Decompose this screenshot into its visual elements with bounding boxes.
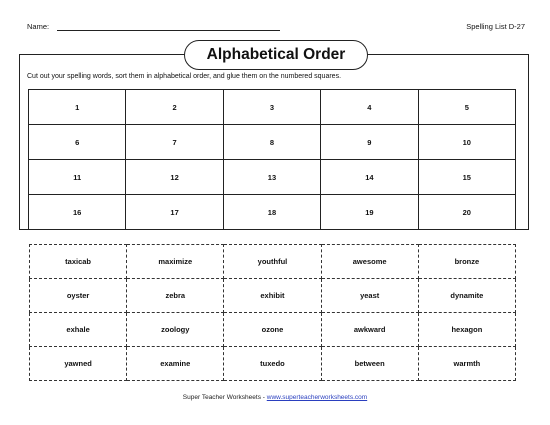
number-square: 3: [223, 90, 320, 125]
number-square: 6: [29, 125, 126, 160]
instructions: Cut out your spelling words, sort them in alphabetical order, and glue them on the numbered squares.: [27, 73, 342, 80]
word-cutout: awesome: [321, 245, 418, 279]
number-square: 13: [223, 160, 320, 195]
number-square: 9: [321, 125, 418, 160]
number-square: 11: [29, 160, 126, 195]
word-cutout: warmth: [418, 347, 515, 381]
number-row: [29, 195, 516, 230]
word-cutout: yawned: [30, 347, 127, 381]
word-cutout: tuxedo: [224, 347, 321, 381]
number-square: 2: [126, 90, 223, 125]
name-label: Name:: [27, 22, 50, 31]
worksheet-header: [27, 22, 525, 36]
word-cutout: oyster: [30, 279, 127, 313]
word-cutout: hexagon: [418, 313, 515, 347]
spelling-list-id: Spelling List D-27: [466, 22, 525, 31]
word-row: [30, 313, 516, 347]
word-cutout: maximize: [127, 245, 224, 279]
word-cutout: awkward: [321, 313, 418, 347]
footer-link[interactable]: www.superteacherworksheets.com: [266, 394, 368, 401]
numbered-squares-grid: [28, 89, 516, 230]
name-field-line[interactable]: [57, 30, 280, 31]
word-cutout: examine: [127, 347, 224, 381]
word-cutout: exhale: [30, 313, 127, 347]
footer-text: Super Teacher Worksheets -: [182, 394, 267, 401]
number-square: 12: [126, 160, 223, 195]
number-square: 15: [418, 160, 515, 195]
word-row: [30, 347, 516, 381]
number-square: 19: [321, 195, 418, 230]
number-square: 5: [418, 90, 515, 125]
word-cutout: yeast: [321, 279, 418, 313]
word-row: [30, 245, 516, 279]
number-square: 16: [29, 195, 126, 230]
word-cutout: exhibit: [224, 279, 321, 313]
word-cutout: zebra: [127, 279, 224, 313]
word-cutout: between: [321, 347, 418, 381]
word-cutout: zoology: [127, 313, 224, 347]
number-row: [29, 90, 516, 125]
number-square: 10: [418, 125, 515, 160]
number-square: 4: [321, 90, 418, 125]
number-square: 14: [321, 160, 418, 195]
word-cutout-grid: [29, 244, 516, 381]
number-square: 7: [126, 125, 223, 160]
word-cutout: dynamite: [418, 279, 515, 313]
number-square: 8: [223, 125, 320, 160]
number-square: 20: [418, 195, 515, 230]
word-cutout: taxicab: [30, 245, 127, 279]
number-square: 17: [126, 195, 223, 230]
word-cutout: youthful: [224, 245, 321, 279]
number-square: 1: [29, 90, 126, 125]
word-cutout: ozone: [224, 313, 321, 347]
word-row: [30, 279, 516, 313]
number-row: [29, 160, 516, 195]
number-row: [29, 125, 516, 160]
footer: [0, 394, 550, 401]
worksheet-title: Alphabetical Order: [184, 40, 368, 70]
word-cutout: bronze: [418, 245, 515, 279]
number-square: 18: [223, 195, 320, 230]
